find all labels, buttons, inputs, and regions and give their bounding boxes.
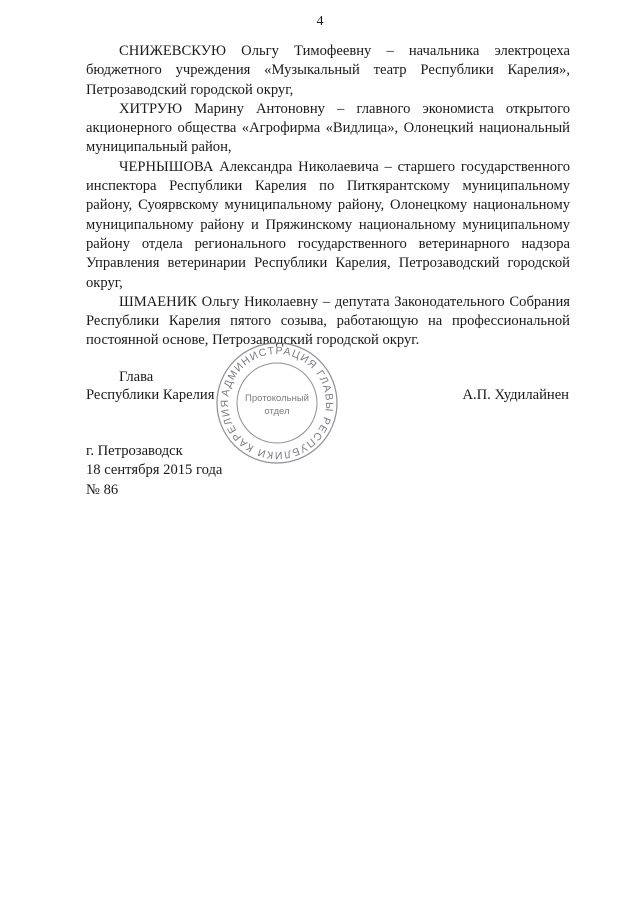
paragraph-chernyshov	[86, 158, 570, 293]
official-stamp	[214, 340, 340, 466]
stamp-line2: отдел	[264, 406, 290, 417]
paragraph-text: ЧЕРНЫШОВА Александра Николаевича – старшего государственного инспектора Республики Карелия по Питкярантскому муниципальному району, Суоярвскому муниципальному району, Олонецкому национальному муниципальному району и Пряжинскому национальному муниципальному району отдела регионального государственного ветеринарного надзора Управления ветеринарии Республики Карелия, Петрозаводский городской округ,	[86, 158, 570, 291]
stamp-ring-text: АДМИНИСТРАЦИЯ ГЛАВЫ РЕСПУБЛИКИ КАРЕЛИЯ	[218, 344, 336, 462]
paragraph-text: ШМАЕНИК Ольгу Николаевну – депутата Законодательного Собрания Республики Карелия пятого созыва, работающую на профессиональной постоянной основе, Петрозаводский городской округ.	[86, 293, 570, 349]
paragraph-khitraya	[86, 100, 570, 158]
city: г. Петрозаводск	[86, 443, 183, 459]
decree-body	[86, 42, 570, 351]
signature-name: А.П. Худилайнен	[462, 387, 569, 403]
stamp-line1: Протокольный	[245, 393, 309, 404]
page-number: 4	[316, 14, 324, 29]
signature-title: Глава	[119, 369, 154, 385]
date: 18 сентября 2015 года	[86, 462, 223, 479]
paragraph-text: СНИЖЕВСКУЮ Ольгу Тимофеевну – начальника электроцеха бюджетного учреждения «Музыкальный театр Республики Карелия», Петрозаводский городской округ,	[86, 43, 570, 98]
place-date-block	[86, 442, 222, 500]
paragraph-snizhevskaya	[86, 42, 570, 100]
signature-org: Республики Карелия	[86, 387, 215, 403]
document-number: № 86	[86, 481, 119, 498]
paragraph-text: ХИТРУЮ Марину Антоновну – главного экономиста открытого акционерного общества «Агрофирма «Видлица», Олонецкий национальный муниципальный район,	[86, 100, 570, 156]
